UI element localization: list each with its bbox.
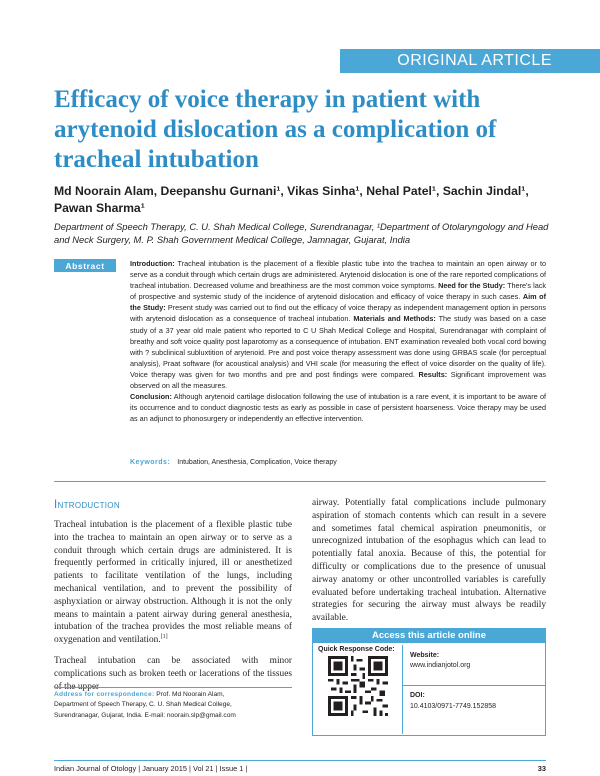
abstract-results: Significant improvement was observed on all the measures.	[130, 369, 547, 391]
intro-paragraph-2: Tracheal intubation can be associated with minor complications such as broken teeth or lacerations of the tissues	[54, 655, 292, 679]
correspondence-line-1: Prof. Md Noorain Alam,	[156, 691, 225, 698]
page-number: 33	[537, 764, 546, 773]
abstract-need-label: Need for the Study:	[438, 281, 506, 291]
author-line-1: Md Noorain Alam, Deepanshu Gurnani¹, Vikas Sinha¹, Nehal Patel¹, Sachin Jindal¹,	[54, 184, 529, 198]
correspondence-label: Address for correspondence:	[54, 691, 155, 698]
correspondence-line-2: Department of Speech Therapy, C. U. Shah Medical College,	[54, 701, 232, 709]
correspondence-line-3: Surendranagar, Gujarat, India. E-mail: noorain.slp@gmail.com	[54, 711, 236, 719]
author-line-2: Pawan Sharma¹	[54, 201, 145, 215]
abstract-methods: The study was based on a case study of a 37 year old male patient who reported to C U Shah Medical College and Hospital, Surendranagar with complaint of breathy and soft voice quality post laparotomy as a consequence of intubation. ENT examination revealed both vocal cord bowing with ? subclinical subluxtition of arytenoid. Pre and post voice therapy assessment was done using GRBAS scale (for perceptual analysis), Praat software (for acoustical analysis) and VHI scale (for measuring the effect of voice disorder on the quality of life). Voice therapy was given for two months and pre and post findings were compared.	[130, 314, 546, 379]
citation-1[interactable]: [1]	[160, 634, 168, 641]
correspondence-divider	[54, 687, 292, 688]
abstract-intro-label: Introduction:	[130, 259, 175, 268]
author-list	[54, 183, 554, 217]
keywords	[130, 459, 546, 466]
abstract-need: There's lack of prospective and systemic study of the incidence of arytenoid dislocation and efficacy of voice therapy in such cases.	[130, 281, 547, 302]
keywords-label: Keywords:	[130, 459, 171, 466]
introduction-heading: Introduction	[54, 499, 120, 511]
abstract-label	[54, 259, 116, 272]
abstract-conclusion: Although arytenoid cartilage dislocation following the use of intubation is a rare event, it is important to be aware of its occurrence and to conduct diagnostic tests as early as possible in case of persistent hoarseness. Voice therapy may be used as an adjunct to phonosurgery or independently an effective intervention.	[130, 392, 546, 424]
abstract-aim-label: Aim of the Study:	[130, 292, 547, 313]
qr-code-icon[interactable]	[328, 656, 388, 716]
access-box-divider-horizontal	[402, 685, 546, 686]
website-link[interactable]: www.indianjotol.org	[410, 662, 471, 669]
access-online-title	[312, 628, 546, 643]
access-box-divider-vertical	[402, 645, 403, 734]
abstract-divider	[54, 481, 546, 482]
website-label: Website:	[410, 652, 440, 659]
abstract-body	[130, 258, 546, 424]
abstract-aim: Present study was carried out to find out the efficacy of voice therapy as independent management option in persons with arytenoid dislocation as a consequence of tracheal intubation.	[130, 303, 546, 324]
abstract-methods-label: Materials and Methods:	[353, 314, 436, 324]
article-type-label: ORIGINAL ARTICLE	[397, 52, 552, 69]
qr-code-label: Quick Response Code:	[318, 646, 395, 653]
correspondence-address	[54, 690, 292, 721]
article-title: Efficacy of voice therapy in patient with arytenoid dislocation as a complication of tracheal intubation	[54, 86, 497, 173]
abstract-intro: Tracheal intubation is the placement of a flexible plastic tube into the trachea to maintain an open airway or to serve as a conduit through which certain drugs are administered. Arytenoid dislocation is one of the rare reported complications of tracheal intubation. Decreased volume and breathiness are the most common voice symptoms.	[130, 259, 546, 291]
access-online-title-text: Access this article online	[371, 630, 487, 641]
left-column	[54, 519, 292, 701]
affiliations: Department of Speech Therapy, C. U. Shah Medical College, Surendranagar, ¹Department of Otolaryngology and Head and Neck Surgery, M. P. Shah Government Medical College, Jamnagar, Gujarat, India	[54, 221, 549, 245]
doi-label: DOI:	[410, 692, 425, 699]
abstract-conclusion-label: Conclusion:	[130, 392, 172, 402]
journal-footer: Indian Journal of Otology | January 2015 | Vol 21 | Issue 1 |	[54, 764, 248, 773]
doi-value[interactable]: 10.4103/0971-7749.152858	[410, 703, 497, 710]
keywords-value: Intubation, Anesthesia, Complication, Voice therapy	[177, 459, 337, 466]
article-type-banner	[340, 49, 600, 73]
intro-paragraph-1-text: Tracheal intubation is the placement of a flexible plastic tube into the trachea to maintain an open airway or to serve as a conduit through which certain drugs are administered. It is frequently performed in critically injured, ill or anesthetized patients to facilitate ventilation of the lungs, including mechanical ventilation, and to prevent the possibility of asphyxiation or airway obstruction. Although it is not the only means to maintain a patent airway during general anesthesia, intubation of the trachea provides the most reliable means of oxygenation and ventilation.	[54, 520, 292, 646]
intro-paragraph-1	[54, 519, 292, 647]
right-column: airway. Potentially fatal complications include pulmonary aspiration of stomach contents which can result in a severe and sometimes fatal chemical aspiration pneumonitis, or unrecognized intubation of the esophagus which can lead to potentially fatal anoxia. Because of this, the potential for difficulty or complications due to the presence of unusual airway anatomy or other uncontrolled variables is carefully evaluated before undertaking tracheal intubation. Alternative strategies for securing the airway must always be readily available.	[312, 498, 546, 624]
abstract-results-label: Results:	[418, 369, 448, 379]
footer-divider	[54, 760, 546, 761]
abstract-label-text: Abstract	[65, 260, 105, 271]
